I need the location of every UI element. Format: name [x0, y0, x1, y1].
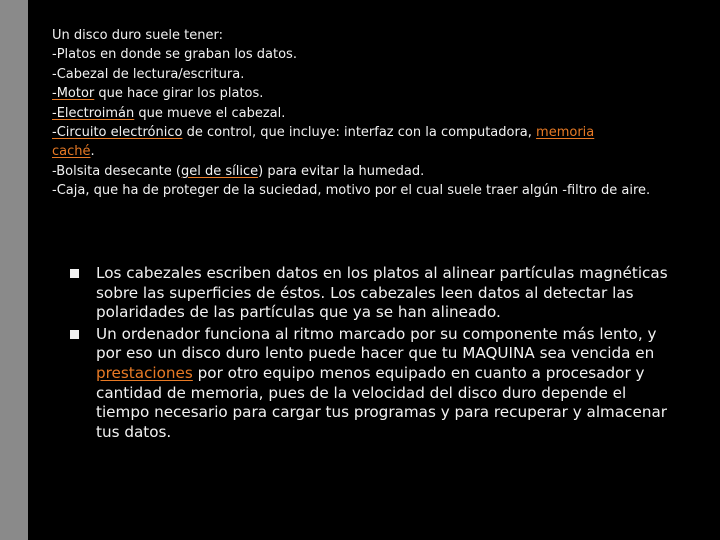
memoria-link[interactable]: memoria — [536, 125, 595, 141]
motor-text: que hace girar los platos. — [94, 86, 264, 102]
bullet-list — [70, 264, 675, 444]
bolsita-text-post: ) para evitar la humedad. — [258, 163, 425, 179]
electroiman-link[interactable]: -Electroimán — [52, 105, 135, 121]
platos-line: -Platos en donde se graban los datos. — [52, 47, 297, 63]
cache-line — [52, 142, 692, 161]
prestaciones-link[interactable]: prestaciones — [96, 363, 193, 382]
square-bullet-icon — [70, 330, 79, 339]
cabezales-paragraph: Los cabezales escriben datos en los platos al alinear partículas magnéticas sobre las superficies de éstos. Los cabezales leen datos al detectar las polaridades de las partículas que ya se han alineado. — [96, 264, 668, 322]
list-item — [70, 325, 675, 443]
ordenador-paragraph-post: por otro equipo menos equipado en cuanto a procesador y cantidad de memoria, pues de la velocidad del disco duro depende el tiempo necesario para cargar tus programas y para recuperar y almacenar tus datos. — [96, 363, 668, 441]
ordenador-paragraph-pre: Un ordenador funciona al ritmo marcado por su componente más lento, y por eso un disco duro lento puede hacer que tu MAQUINA sea vencida en — [96, 324, 657, 363]
caja-line: -Caja, que ha de proteger de la suciedad, motivo por el cual suele traer algún -filtro de aire. — [52, 183, 651, 199]
cache-text: . — [90, 144, 95, 160]
motor-line — [52, 84, 692, 103]
electroiman-text: que mueve el cabezal. — [134, 105, 286, 121]
list-item — [70, 264, 675, 323]
circuito-link[interactable]: -Circuito electrónico — [52, 125, 183, 141]
circuito-text: de control, que incluye: interfaz con la computadora, — [182, 125, 537, 141]
disk-components-text — [52, 26, 692, 201]
bolsita-line — [52, 162, 692, 181]
gel-silice-link[interactable]: gel de sílice — [180, 163, 259, 179]
electroiman-line — [52, 104, 692, 123]
cabezal-line: -Cabezal de lectura/escritura. — [52, 66, 245, 82]
slide-canvas — [28, 0, 720, 540]
intro-line: Un disco duro suele tener: — [52, 28, 223, 43]
circuito-line — [52, 123, 692, 142]
motor-link[interactable]: -Motor — [52, 86, 95, 102]
bolsita-text-pre: -Bolsita desecante ( — [52, 163, 181, 179]
cache-link[interactable]: caché — [52, 144, 91, 160]
square-bullet-icon — [70, 269, 79, 278]
